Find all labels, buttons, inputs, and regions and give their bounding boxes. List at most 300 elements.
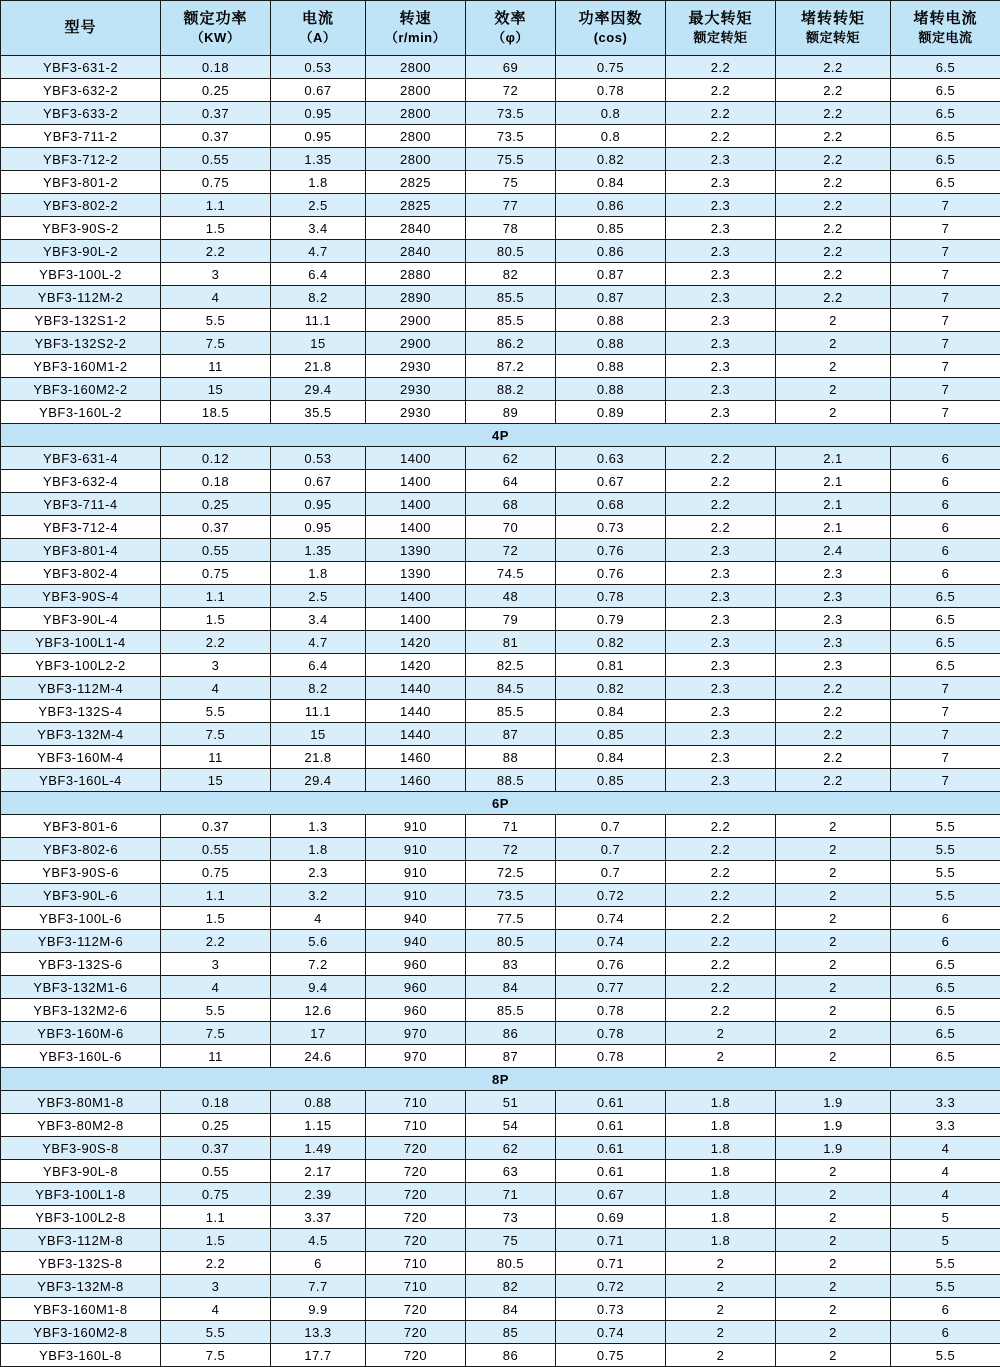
cell-value-1: 0.25 bbox=[161, 493, 271, 516]
cell-value-4: 85.5 bbox=[466, 700, 556, 723]
cell-value-7: 2 bbox=[776, 930, 891, 953]
cell-model: YBF3-160M-6 bbox=[1, 1022, 161, 1045]
table-row bbox=[1, 723, 1000, 746]
cell-model: YBF3-132S-8 bbox=[1, 1252, 161, 1275]
cell-value-4: 80.5 bbox=[466, 930, 556, 953]
cell-model: YBF3-90S-6 bbox=[1, 861, 161, 884]
cell-value-7: 2.3 bbox=[776, 585, 891, 608]
cell-value-3: 2825 bbox=[366, 194, 466, 217]
cell-value-3: 910 bbox=[366, 815, 466, 838]
cell-model: YBF3-801-4 bbox=[1, 539, 161, 562]
cell-model: YBF3-132S-4 bbox=[1, 700, 161, 723]
table-row bbox=[1, 56, 1000, 79]
cell-value-8: 5.5 bbox=[891, 815, 1000, 838]
cell-value-4: 87 bbox=[466, 723, 556, 746]
cell-value-3: 2930 bbox=[366, 401, 466, 424]
cell-value-4: 73 bbox=[466, 1206, 556, 1229]
cell-value-4: 74.5 bbox=[466, 562, 556, 585]
cell-value-1: 4 bbox=[161, 286, 271, 309]
table-row bbox=[1, 585, 1000, 608]
cell-model: YBF3-801-6 bbox=[1, 815, 161, 838]
cell-value-3: 720 bbox=[366, 1229, 466, 1252]
cell-value-4: 71 bbox=[466, 1183, 556, 1206]
table-row bbox=[1, 1022, 1000, 1045]
cell-value-1: 18.5 bbox=[161, 401, 271, 424]
column-header-sub: （r/min） bbox=[366, 29, 465, 47]
cell-value-4: 85.5 bbox=[466, 999, 556, 1022]
column-header-8 bbox=[891, 1, 1000, 56]
cell-value-7: 2.2 bbox=[776, 746, 891, 769]
cell-value-6: 1.8 bbox=[666, 1137, 776, 1160]
cell-value-4: 86 bbox=[466, 1022, 556, 1045]
cell-value-2: 3.4 bbox=[271, 608, 366, 631]
cell-value-2: 2.5 bbox=[271, 585, 366, 608]
cell-value-6: 2.2 bbox=[666, 447, 776, 470]
cell-value-2: 35.5 bbox=[271, 401, 366, 424]
cell-value-5: 0.7 bbox=[556, 838, 666, 861]
cell-value-2: 9.9 bbox=[271, 1298, 366, 1321]
cell-model: YBF3-802-6 bbox=[1, 838, 161, 861]
cell-value-6: 2 bbox=[666, 1252, 776, 1275]
cell-value-6: 2.2 bbox=[666, 470, 776, 493]
cell-value-2: 12.6 bbox=[271, 999, 366, 1022]
cell-value-6: 2.2 bbox=[666, 815, 776, 838]
table-row bbox=[1, 815, 1000, 838]
cell-value-4: 77 bbox=[466, 194, 556, 217]
cell-value-4: 75 bbox=[466, 1229, 556, 1252]
cell-value-2: 1.35 bbox=[271, 539, 366, 562]
cell-value-4: 82 bbox=[466, 263, 556, 286]
cell-value-8: 4 bbox=[891, 1137, 1000, 1160]
cell-value-3: 1400 bbox=[366, 516, 466, 539]
cell-value-7: 2 bbox=[776, 1229, 891, 1252]
column-header-sub: （A） bbox=[271, 29, 365, 47]
cell-model: YBF3-90S-8 bbox=[1, 1137, 161, 1160]
cell-value-2: 0.95 bbox=[271, 125, 366, 148]
cell-value-6: 1.8 bbox=[666, 1183, 776, 1206]
table-row bbox=[1, 884, 1000, 907]
column-header-main: 型号 bbox=[64, 19, 96, 36]
cell-value-5: 0.73 bbox=[556, 516, 666, 539]
table-row bbox=[1, 631, 1000, 654]
cell-value-8: 7 bbox=[891, 746, 1000, 769]
cell-value-2: 2.5 bbox=[271, 194, 366, 217]
cell-value-2: 8.2 bbox=[271, 286, 366, 309]
cell-value-4: 68 bbox=[466, 493, 556, 516]
cell-value-3: 910 bbox=[366, 838, 466, 861]
cell-value-3: 720 bbox=[366, 1206, 466, 1229]
cell-value-2: 17.7 bbox=[271, 1344, 366, 1367]
cell-value-1: 3 bbox=[161, 654, 271, 677]
cell-value-8: 5.5 bbox=[891, 861, 1000, 884]
cell-value-1: 0.37 bbox=[161, 125, 271, 148]
cell-value-3: 1440 bbox=[366, 700, 466, 723]
cell-value-2: 0.95 bbox=[271, 516, 366, 539]
cell-value-5: 0.79 bbox=[556, 608, 666, 631]
cell-value-5: 0.74 bbox=[556, 1321, 666, 1344]
cell-value-7: 2.1 bbox=[776, 470, 891, 493]
cell-value-3: 720 bbox=[366, 1137, 466, 1160]
column-header-sub: 额定转矩 bbox=[776, 29, 890, 47]
cell-value-6: 2.3 bbox=[666, 355, 776, 378]
cell-value-1: 11 bbox=[161, 746, 271, 769]
cell-value-5: 0.72 bbox=[556, 884, 666, 907]
cell-value-6: 2.2 bbox=[666, 953, 776, 976]
cell-value-7: 2 bbox=[776, 1045, 891, 1068]
column-header-0 bbox=[1, 1, 161, 56]
cell-value-4: 73.5 bbox=[466, 102, 556, 125]
cell-value-5: 0.74 bbox=[556, 930, 666, 953]
cell-value-5: 0.8 bbox=[556, 125, 666, 148]
column-header-main: 转速 bbox=[399, 10, 431, 27]
cell-value-6: 2.2 bbox=[666, 999, 776, 1022]
table-row bbox=[1, 861, 1000, 884]
column-header-sub: （KW） bbox=[161, 29, 270, 47]
cell-value-8: 5.5 bbox=[891, 1252, 1000, 1275]
cell-value-1: 0.18 bbox=[161, 1091, 271, 1114]
cell-model: YBF3-160L-8 bbox=[1, 1344, 161, 1367]
table-row bbox=[1, 976, 1000, 999]
cell-value-4: 51 bbox=[466, 1091, 556, 1114]
cell-value-3: 710 bbox=[366, 1275, 466, 1298]
table-row bbox=[1, 148, 1000, 171]
cell-value-2: 13.3 bbox=[271, 1321, 366, 1344]
cell-value-6: 2.2 bbox=[666, 516, 776, 539]
cell-value-8: 5.5 bbox=[891, 884, 1000, 907]
table-body bbox=[1, 56, 1000, 1367]
cell-value-8: 5.5 bbox=[891, 1344, 1000, 1367]
cell-value-6: 2.3 bbox=[666, 585, 776, 608]
cell-value-8: 6.5 bbox=[891, 102, 1000, 125]
cell-value-7: 2.3 bbox=[776, 562, 891, 585]
cell-value-3: 960 bbox=[366, 976, 466, 999]
column-header-4 bbox=[466, 1, 556, 56]
cell-value-3: 2840 bbox=[366, 240, 466, 263]
cell-model: YBF3-160M2-2 bbox=[1, 378, 161, 401]
cell-value-4: 88 bbox=[466, 746, 556, 769]
cell-value-3: 2800 bbox=[366, 79, 466, 102]
cell-value-6: 2.3 bbox=[666, 194, 776, 217]
table-row bbox=[1, 1344, 1000, 1367]
cell-value-1: 1.1 bbox=[161, 194, 271, 217]
cell-value-7: 1.9 bbox=[776, 1114, 891, 1137]
cell-value-2: 29.4 bbox=[271, 769, 366, 792]
table-row bbox=[1, 125, 1000, 148]
cell-value-3: 940 bbox=[366, 930, 466, 953]
cell-value-2: 5.6 bbox=[271, 930, 366, 953]
cell-value-7: 2 bbox=[776, 1298, 891, 1321]
cell-value-1: 2.2 bbox=[161, 631, 271, 654]
cell-value-7: 2.3 bbox=[776, 654, 891, 677]
cell-value-5: 0.78 bbox=[556, 1022, 666, 1045]
cell-value-4: 84.5 bbox=[466, 677, 556, 700]
cell-value-8: 4 bbox=[891, 1160, 1000, 1183]
cell-value-8: 7 bbox=[891, 309, 1000, 332]
cell-value-4: 70 bbox=[466, 516, 556, 539]
cell-value-5: 0.67 bbox=[556, 1183, 666, 1206]
cell-value-4: 54 bbox=[466, 1114, 556, 1137]
cell-value-6: 1.8 bbox=[666, 1091, 776, 1114]
cell-value-3: 910 bbox=[366, 884, 466, 907]
cell-value-4: 81 bbox=[466, 631, 556, 654]
table-row bbox=[1, 1321, 1000, 1344]
cell-value-3: 1390 bbox=[366, 539, 466, 562]
cell-value-8: 6.5 bbox=[891, 631, 1000, 654]
cell-value-1: 2.2 bbox=[161, 1252, 271, 1275]
cell-value-3: 970 bbox=[366, 1022, 466, 1045]
cell-value-2: 1.8 bbox=[271, 838, 366, 861]
cell-value-5: 0.87 bbox=[556, 263, 666, 286]
cell-value-8: 3.3 bbox=[891, 1114, 1000, 1137]
cell-value-1: 0.12 bbox=[161, 447, 271, 470]
cell-value-6: 2.3 bbox=[666, 562, 776, 585]
cell-value-6: 2.2 bbox=[666, 861, 776, 884]
cell-value-3: 710 bbox=[366, 1252, 466, 1275]
cell-value-7: 2 bbox=[776, 309, 891, 332]
table-header-row bbox=[1, 1, 1000, 56]
cell-value-4: 78 bbox=[466, 217, 556, 240]
cell-model: YBF3-160L-4 bbox=[1, 769, 161, 792]
cell-model: YBF3-90L-8 bbox=[1, 1160, 161, 1183]
cell-value-1: 0.55 bbox=[161, 148, 271, 171]
cell-value-3: 2930 bbox=[366, 355, 466, 378]
table-row bbox=[1, 953, 1000, 976]
table-row bbox=[1, 930, 1000, 953]
cell-value-8: 7 bbox=[891, 769, 1000, 792]
cell-value-8: 6 bbox=[891, 447, 1000, 470]
cell-value-8: 5.5 bbox=[891, 838, 1000, 861]
cell-value-7: 1.9 bbox=[776, 1091, 891, 1114]
cell-value-5: 0.68 bbox=[556, 493, 666, 516]
table-row bbox=[1, 1298, 1000, 1321]
cell-value-5: 0.84 bbox=[556, 700, 666, 723]
cell-value-3: 2800 bbox=[366, 148, 466, 171]
cell-value-4: 79 bbox=[466, 608, 556, 631]
cell-value-7: 2 bbox=[776, 953, 891, 976]
cell-value-7: 2.4 bbox=[776, 539, 891, 562]
cell-value-4: 88.2 bbox=[466, 378, 556, 401]
cell-value-3: 2800 bbox=[366, 125, 466, 148]
cell-model: YBF3-90L-6 bbox=[1, 884, 161, 907]
cell-value-3: 1400 bbox=[366, 447, 466, 470]
cell-value-2: 17 bbox=[271, 1022, 366, 1045]
cell-value-8: 6 bbox=[891, 1321, 1000, 1344]
cell-value-7: 2 bbox=[776, 1344, 891, 1367]
cell-value-5: 0.88 bbox=[556, 332, 666, 355]
cell-value-2: 1.8 bbox=[271, 562, 366, 585]
column-header-3 bbox=[366, 1, 466, 56]
cell-model: YBF3-633-2 bbox=[1, 102, 161, 125]
cell-value-4: 69 bbox=[466, 56, 556, 79]
cell-model: YBF3-80M2-8 bbox=[1, 1114, 161, 1137]
cell-value-7: 2.1 bbox=[776, 493, 891, 516]
cell-value-7: 2.1 bbox=[776, 447, 891, 470]
pole-group-row bbox=[1, 1068, 1000, 1091]
cell-value-5: 0.73 bbox=[556, 1298, 666, 1321]
cell-value-8: 7 bbox=[891, 240, 1000, 263]
cell-value-6: 1.8 bbox=[666, 1229, 776, 1252]
cell-model: YBF3-632-2 bbox=[1, 79, 161, 102]
cell-model: YBF3-100L2-2 bbox=[1, 654, 161, 677]
cell-value-2: 6 bbox=[271, 1252, 366, 1275]
cell-model: YBF3-90S-4 bbox=[1, 585, 161, 608]
cell-value-7: 1.9 bbox=[776, 1137, 891, 1160]
cell-value-3: 2890 bbox=[366, 286, 466, 309]
cell-value-5: 0.61 bbox=[556, 1114, 666, 1137]
cell-model: YBF3-160L-2 bbox=[1, 401, 161, 424]
cell-value-2: 0.53 bbox=[271, 56, 366, 79]
cell-value-5: 0.71 bbox=[556, 1252, 666, 1275]
cell-model: YBF3-100L-6 bbox=[1, 907, 161, 930]
cell-model: YBF3-802-4 bbox=[1, 562, 161, 585]
cell-value-5: 0.7 bbox=[556, 815, 666, 838]
cell-value-4: 72 bbox=[466, 79, 556, 102]
cell-value-7: 2 bbox=[776, 861, 891, 884]
cell-model: YBF3-90L-4 bbox=[1, 608, 161, 631]
cell-value-2: 15 bbox=[271, 723, 366, 746]
table-row bbox=[1, 1045, 1000, 1068]
cell-value-2: 4 bbox=[271, 907, 366, 930]
table-row bbox=[1, 1206, 1000, 1229]
cell-model: YBF3-801-2 bbox=[1, 171, 161, 194]
cell-value-1: 0.25 bbox=[161, 1114, 271, 1137]
cell-value-2: 0.95 bbox=[271, 102, 366, 125]
cell-value-7: 2 bbox=[776, 1160, 891, 1183]
table-row bbox=[1, 516, 1000, 539]
cell-value-2: 0.95 bbox=[271, 493, 366, 516]
cell-value-6: 2.2 bbox=[666, 493, 776, 516]
cell-value-4: 86.2 bbox=[466, 332, 556, 355]
column-header-7 bbox=[776, 1, 891, 56]
column-header-main: 效率 bbox=[494, 10, 526, 27]
cell-value-3: 720 bbox=[366, 1344, 466, 1367]
cell-value-5: 0.84 bbox=[556, 746, 666, 769]
cell-value-5: 0.88 bbox=[556, 309, 666, 332]
cell-value-8: 7 bbox=[891, 286, 1000, 309]
cell-model: YBF3-80M1-8 bbox=[1, 1091, 161, 1114]
cell-value-7: 2.3 bbox=[776, 631, 891, 654]
cell-value-5: 0.72 bbox=[556, 1275, 666, 1298]
table-row bbox=[1, 1091, 1000, 1114]
cell-value-6: 2.3 bbox=[666, 631, 776, 654]
cell-value-6: 2.2 bbox=[666, 884, 776, 907]
cell-value-1: 7.5 bbox=[161, 1022, 271, 1045]
cell-value-4: 87.2 bbox=[466, 355, 556, 378]
table-row bbox=[1, 769, 1000, 792]
cell-model: YBF3-631-4 bbox=[1, 447, 161, 470]
table-row bbox=[1, 838, 1000, 861]
cell-value-5: 0.87 bbox=[556, 286, 666, 309]
cell-value-4: 75.5 bbox=[466, 148, 556, 171]
table-row bbox=[1, 1229, 1000, 1252]
cell-model: YBF3-132M-8 bbox=[1, 1275, 161, 1298]
cell-value-7: 2.2 bbox=[776, 125, 891, 148]
cell-model: YBF3-100L-2 bbox=[1, 263, 161, 286]
cell-value-3: 1440 bbox=[366, 723, 466, 746]
cell-model: YBF3-160M2-8 bbox=[1, 1321, 161, 1344]
cell-value-6: 2.3 bbox=[666, 378, 776, 401]
pole-group-row bbox=[1, 424, 1000, 447]
cell-value-3: 1400 bbox=[366, 608, 466, 631]
cell-model: YBF3-160M1-8 bbox=[1, 1298, 161, 1321]
cell-value-6: 2.3 bbox=[666, 286, 776, 309]
cell-value-1: 1.1 bbox=[161, 884, 271, 907]
cell-value-1: 3 bbox=[161, 263, 271, 286]
cell-value-2: 11.1 bbox=[271, 309, 366, 332]
cell-value-6: 2.3 bbox=[666, 401, 776, 424]
cell-value-8: 5.5 bbox=[891, 1275, 1000, 1298]
cell-value-4: 72 bbox=[466, 838, 556, 861]
table-row bbox=[1, 286, 1000, 309]
cell-model: YBF3-802-2 bbox=[1, 194, 161, 217]
cell-value-1: 5.5 bbox=[161, 1321, 271, 1344]
cell-value-6: 2.3 bbox=[666, 263, 776, 286]
cell-value-8: 3.3 bbox=[891, 1091, 1000, 1114]
cell-value-2: 1.3 bbox=[271, 815, 366, 838]
cell-value-2: 3.2 bbox=[271, 884, 366, 907]
table-row bbox=[1, 1160, 1000, 1183]
cell-value-2: 2.3 bbox=[271, 861, 366, 884]
cell-value-8: 7 bbox=[891, 723, 1000, 746]
cell-value-3: 940 bbox=[366, 907, 466, 930]
cell-value-3: 2800 bbox=[366, 102, 466, 125]
cell-value-7: 2 bbox=[776, 355, 891, 378]
cell-value-4: 88.5 bbox=[466, 769, 556, 792]
cell-value-7: 2.2 bbox=[776, 769, 891, 792]
cell-value-7: 2.2 bbox=[776, 148, 891, 171]
cell-value-3: 2880 bbox=[366, 263, 466, 286]
cell-value-4: 71 bbox=[466, 815, 556, 838]
cell-value-5: 0.78 bbox=[556, 999, 666, 1022]
cell-value-5: 0.89 bbox=[556, 401, 666, 424]
table-row bbox=[1, 539, 1000, 562]
cell-value-8: 7 bbox=[891, 355, 1000, 378]
column-header-sub: （φ） bbox=[466, 29, 555, 47]
cell-value-4: 80.5 bbox=[466, 1252, 556, 1275]
cell-value-5: 0.74 bbox=[556, 907, 666, 930]
cell-model: YBF3-90L-2 bbox=[1, 240, 161, 263]
cell-value-6: 2 bbox=[666, 1344, 776, 1367]
cell-value-7: 2 bbox=[776, 884, 891, 907]
cell-value-3: 970 bbox=[366, 1045, 466, 1068]
table-row bbox=[1, 102, 1000, 125]
table-row bbox=[1, 907, 1000, 930]
cell-model: YBF3-112M-6 bbox=[1, 930, 161, 953]
cell-value-6: 1.8 bbox=[666, 1206, 776, 1229]
cell-value-7: 2 bbox=[776, 332, 891, 355]
column-header-6 bbox=[666, 1, 776, 56]
cell-value-5: 0.75 bbox=[556, 1344, 666, 1367]
cell-value-7: 2 bbox=[776, 1321, 891, 1344]
table-row bbox=[1, 1252, 1000, 1275]
cell-value-4: 62 bbox=[466, 447, 556, 470]
cell-value-2: 1.8 bbox=[271, 171, 366, 194]
cell-value-6: 2.3 bbox=[666, 240, 776, 263]
cell-value-8: 6 bbox=[891, 470, 1000, 493]
cell-value-6: 2.3 bbox=[666, 700, 776, 723]
cell-value-3: 1400 bbox=[366, 470, 466, 493]
cell-value-2: 1.15 bbox=[271, 1114, 366, 1137]
cell-value-8: 6.5 bbox=[891, 148, 1000, 171]
column-header-main: 电流 bbox=[302, 10, 334, 27]
cell-value-6: 2.2 bbox=[666, 79, 776, 102]
cell-value-2: 8.2 bbox=[271, 677, 366, 700]
cell-value-4: 83 bbox=[466, 953, 556, 976]
cell-value-1: 4 bbox=[161, 976, 271, 999]
cell-value-4: 84 bbox=[466, 1298, 556, 1321]
cell-value-2: 11.1 bbox=[271, 700, 366, 723]
cell-value-1: 5.5 bbox=[161, 309, 271, 332]
